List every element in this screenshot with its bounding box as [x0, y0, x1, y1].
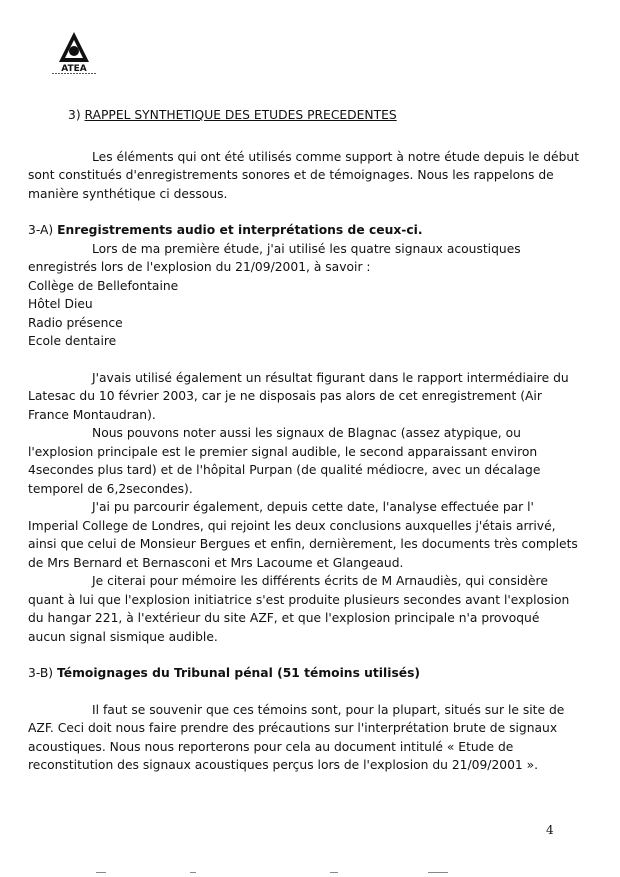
list-item: Collège de Bellefontaine	[28, 278, 179, 293]
section-3a-paragraph-3: Nous pouvons noter aussi les signaux de Blagnac (assez atypique, ou l'explosion principale est le premier signal audible, le second apparaissant environ 4secondes plus tard) et de l'hôpital Purpan (de qualité médiocre, avec un décalage temporel de 6,2secondes).	[28, 426, 541, 496]
list-item: Hôtel Dieu	[28, 297, 93, 311]
section-3b-heading	[28, 664, 580, 683]
section-3a-paragraph-5: Je citerai pour mémoire les différents écrits de M Arnaudiès, qui considère quant à lui que l'explosion initiatrice s'est produite plusieurs secondes avant l'explosion du hangar 221, à l'extérieur du site AZF, et que l'explosion principale n'a provoqué aucun signal sismique audible.	[28, 574, 570, 644]
atea-logo	[54, 30, 94, 76]
scan-artifact	[330, 872, 338, 873]
section-3a-paragraph-1: Lors de ma première étude, j'ai utilisé les quatre signaux acoustiques enregistrés lors de l'explosion du 21/09/2001, à savoir :	[28, 241, 521, 274]
logo-text: ATEA	[61, 64, 87, 74]
section-3-intro: Les éléments qui ont été utilisés comme support à notre étude depuis le début sont constitués d'enregistrements sonores et de témoignages. Nous les rappelons de manière synthétique ci dessous.	[28, 149, 580, 201]
section-3a-paragraph-2: J'avais utilisé également un résultat figurant dans le rapport intermédiaire du Latesac du 10 février 2003, car je ne disposais pas alors de cet enregistrement (Air France Montaudran).	[28, 370, 569, 422]
section-3-number: 3)	[68, 108, 81, 122]
list-item: Radio présence	[28, 315, 123, 330]
section-3a-heading	[28, 221, 580, 240]
section-3a-paragraph-4: J'ai pu parcourir également, depuis cette date, l'analyse effectuée par l' Imperial College de Londres, qui rejoint les deux conclusions auxquelles j'étais arrivé, ainsi que celui de Monsieur Bergues et enfin, dernièrement, les documents très complets de Mrs Bernard et Bernasconi et Mrs Lacoume et Glangeaud.	[28, 500, 578, 570]
section-3b-paragraph-1: Il faut se souvenir que ces témoins sont, pour la plupart, situés sur le site de AZF. Ceci doit nous faire prendre des précautions sur l'interprétation brute de signaux acoustiques. Nous nous reporterons pour cela au document intitulé « Etude de reconstitution des signaux acoustiques perçus lors de l'explosion du 21/09/2001 ».	[28, 702, 565, 772]
scan-artifact	[190, 872, 196, 873]
section-3-title: RAPPEL SYNTHETIQUE DES ETUDES PRECEDENTES	[84, 108, 397, 122]
page-number: 4	[546, 823, 554, 837]
atea-logo-icon	[54, 30, 94, 76]
logo-underline	[52, 72, 96, 75]
scan-artifact	[428, 872, 448, 873]
document-body	[28, 106, 580, 775]
section-3b-number: 3-B)	[28, 666, 54, 680]
list-item: Ecole dentaire	[28, 334, 117, 348]
scan-artifact	[96, 872, 106, 873]
section-3a-title: Enregistrements audio et interprétations de ceux-ci.	[57, 223, 423, 237]
section-3a-number: 3-A)	[28, 223, 54, 237]
section-3b-title: Témoignages du Tribunal pénal (51 témoins utilisés)	[56, 666, 421, 680]
section-3-heading	[28, 106, 580, 125]
